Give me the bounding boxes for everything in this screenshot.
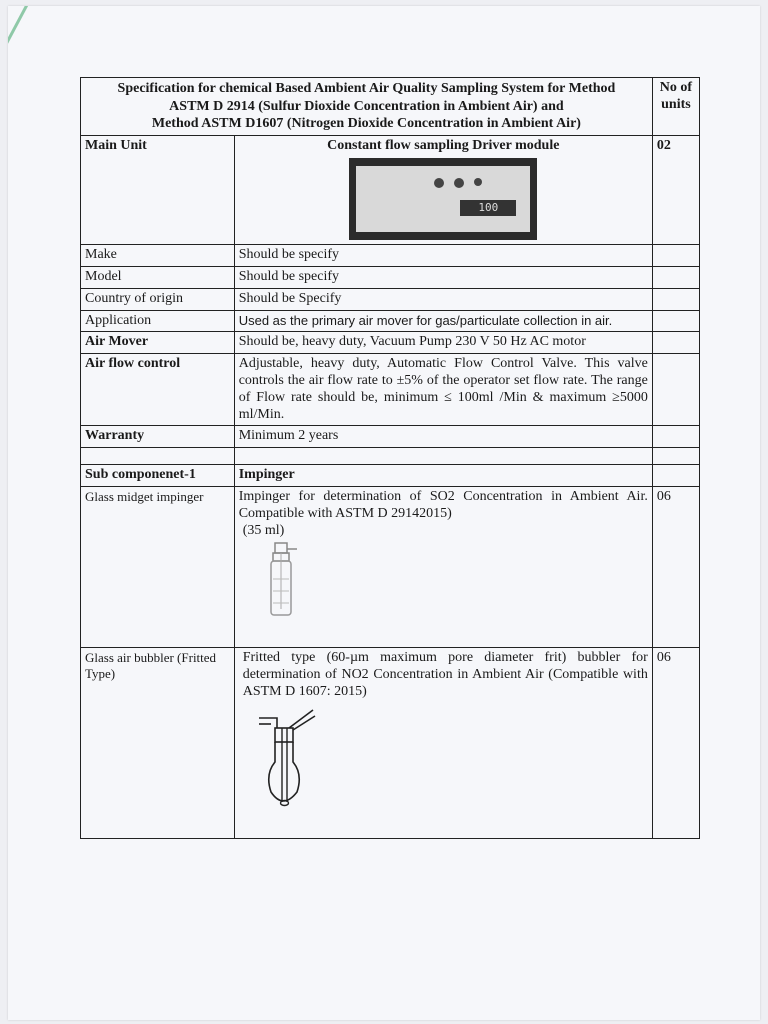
module-title: Constant flow sampling Driver module <box>327 137 560 153</box>
application-row <box>81 310 700 332</box>
title-line-2: ASTM D 2914 (Sulfur Dioxide Concentration in Ambient Air) and <box>169 98 564 114</box>
impinger-count: 06 <box>652 487 699 648</box>
table-row <box>81 288 700 310</box>
spacer-row <box>81 448 700 465</box>
row-value: Should be specify <box>234 245 652 267</box>
air-flow-row <box>81 354 700 426</box>
bubbler-row <box>81 648 700 839</box>
row-label: Model <box>81 267 235 289</box>
sub-component-row <box>81 465 700 487</box>
sub-component-value: Impinger <box>234 465 652 487</box>
main-unit-label: Main Unit <box>81 135 235 245</box>
application-value: Used as the primary air mover for gas/particulate collection in air. <box>234 310 652 332</box>
impinger-illustration <box>253 539 313 621</box>
impinger-cell <box>234 487 652 648</box>
bubbler-illustration <box>253 704 333 818</box>
bubbler-count: 06 <box>652 648 699 839</box>
air-mover-row <box>81 332 700 354</box>
row-label: Make <box>81 245 235 267</box>
flow-display: 100 <box>460 200 516 216</box>
row-value: Should be specify <box>234 267 652 289</box>
table-row <box>81 267 700 289</box>
sub-component-label: Sub componenet-1 <box>81 465 235 487</box>
air-mover-label: Air Mover <box>81 332 235 354</box>
table-row <box>81 245 700 267</box>
impinger-volume: (35 ml) <box>242 522 285 538</box>
knob-icon <box>474 178 482 186</box>
bubbler-description: Fritted type (60-µm maximum pore diameter frit) bubbler for determination of NO2 Concentration in Ambient Air (Compatible with ASTM D 1607: 2015) <box>242 650 648 699</box>
knob-icon <box>434 178 444 188</box>
air-flow-label: Air flow control <box>81 354 235 426</box>
units-heading: No of units <box>652 78 699 136</box>
impinger-label: Glass midget impinger <box>81 487 235 648</box>
main-unit-count: 02 <box>652 135 699 245</box>
warranty-label: Warranty <box>81 426 235 448</box>
bubbler-cell <box>234 648 652 839</box>
row-label: Country of origin <box>81 288 235 310</box>
impinger-description: Impinger for determination of SO2 Concentration in Ambient Air. Compatible with ASTM D 29142015) <box>238 489 648 521</box>
specification-table <box>80 77 700 839</box>
air-mover-value: Should be, heavy duty, Vacuum Pump 230 V 50 Hz AC motor <box>234 332 652 354</box>
table-header-row <box>81 78 700 136</box>
table-title <box>81 78 653 136</box>
impinger-row <box>81 487 700 648</box>
main-unit-cell <box>234 135 652 245</box>
warranty-value: Minimum 2 years <box>234 426 652 448</box>
bubbler-label: Glass air bubbler (Fritted Type) <box>81 648 235 839</box>
main-unit-row <box>81 135 700 245</box>
title-line-1: Specification for chemical Based Ambient Air Quality Sampling System for Method <box>117 81 616 96</box>
row-value: Should be Specify <box>234 288 652 310</box>
warranty-row <box>81 426 700 448</box>
air-flow-value: Adjustable, heavy duty, Automatic Flow Control Valve. This valve controls the air flow rate to ±5% of the operator set flow rate. The range of Flow rate should be, minimum ≤ 100ml /Min & maximum ≥5000 ml/Min. <box>234 354 652 426</box>
driver-module-photo <box>349 158 537 240</box>
knob-icon <box>454 178 464 188</box>
title-line-3: Method ASTM D1607 (Nitrogen Dioxide Concentration in Ambient Air) <box>151 116 581 131</box>
application-label: Application <box>81 310 235 332</box>
